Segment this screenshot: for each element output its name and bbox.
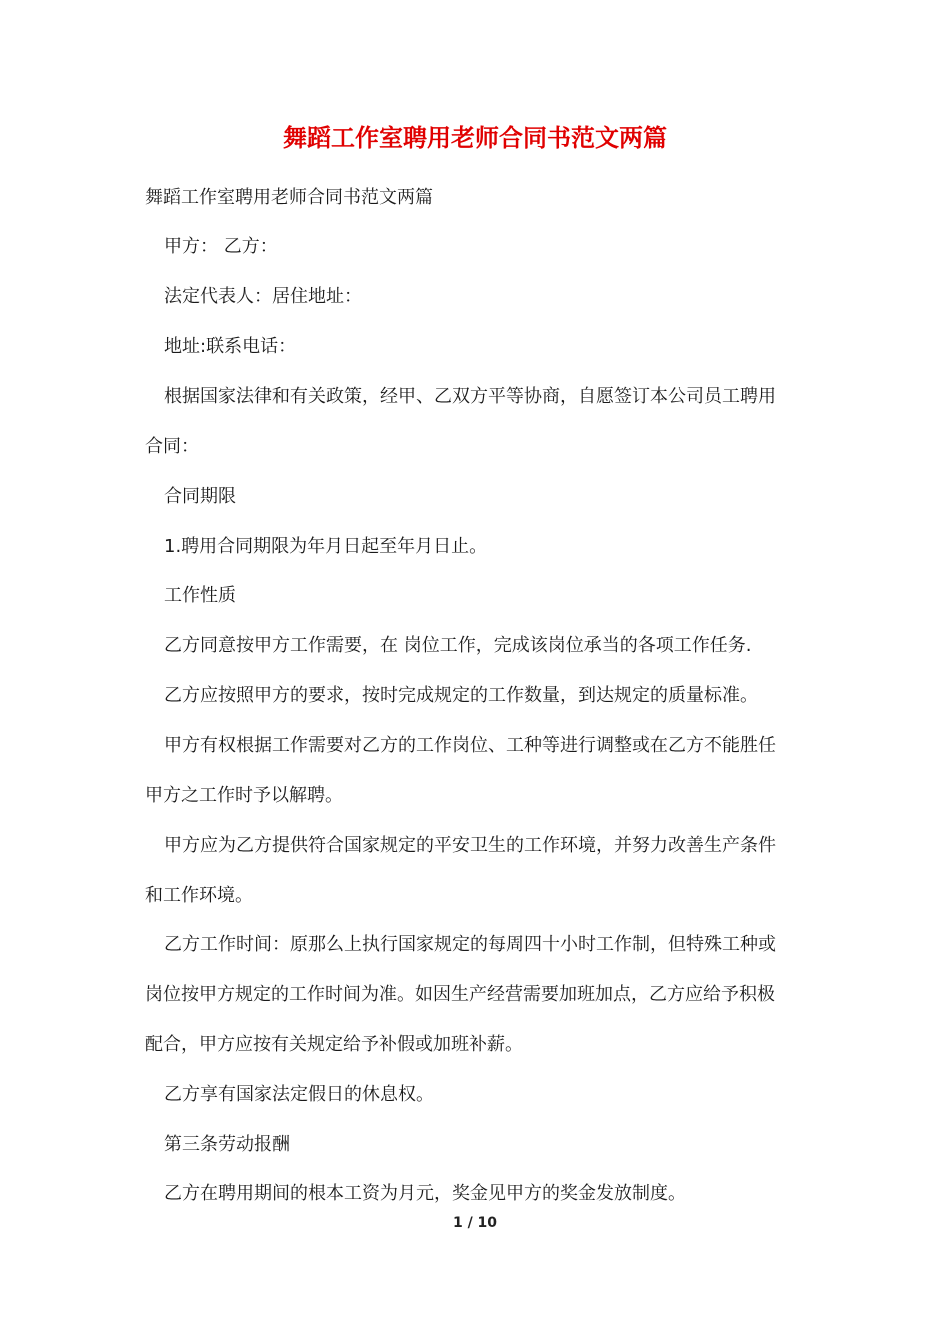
party-line: 甲方： 乙方：: [164, 236, 278, 257]
paragraph-line: 甲方有权根据工作需要对乙方的工作岗位、工种等进行调整或在乙方不能胜任: [164, 735, 776, 756]
paragraph-line: 乙方工作时间：原那么上执行国家规定的每周四十小时工作制，但特殊工种或: [164, 934, 776, 955]
page-number: 1 / 10: [452, 1215, 498, 1231]
paragraph-line: 甲方应为乙方提供符合国家规定的平安卫生的工作环境，并努力改善生产条件: [164, 835, 776, 856]
representative-line: 法定代表人：居住地址：: [164, 286, 362, 307]
section-heading: 第三条劳动报酬: [164, 1134, 290, 1155]
paragraph-line: 乙方在聘用期间的根本工资为月元，奖金见甲方的奖金发放制度。: [164, 1183, 686, 1204]
paragraph-line: 甲方之工作时予以解聘。: [145, 785, 343, 806]
section-heading: 工作性质: [164, 585, 236, 606]
section-heading: 合同期限: [164, 486, 236, 507]
address-line: 地址:联系电话：: [164, 336, 297, 357]
paragraph-line: 乙方同意按甲方工作需要，在 岗位工作，完成该岗位承当的各项工作任务.: [164, 635, 752, 656]
document-title: 舞蹈工作室聘用老师合同书范文两篇: [283, 124, 667, 152]
paragraph-line: 乙方应按照甲方的要求，按时完成规定的工作数量，到达规定的质量标准。: [164, 685, 758, 706]
paragraph-line: 合同：: [145, 436, 199, 457]
paragraph-line: 和工作环境。: [145, 885, 253, 906]
paragraph-line: 1.聘用合同期限为年月日起至年月日止。: [164, 536, 488, 557]
paragraph-line: 配合，甲方应按有关规定给予补假或加班补薪。: [145, 1034, 523, 1055]
paragraph-line: 乙方享有国家法定假日的休息权。: [164, 1084, 434, 1105]
paragraph-line: 根据国家法律和有关政策，经甲、乙双方平等协商，自愿签订本公司员工聘用: [164, 386, 776, 407]
paragraph-line: 岗位按甲方规定的工作时间为准。如因生产经营需要加班加点，乙方应给予积极: [145, 984, 775, 1005]
subtitle-line: 舞蹈工作室聘用老师合同书范文两篇: [145, 187, 433, 208]
